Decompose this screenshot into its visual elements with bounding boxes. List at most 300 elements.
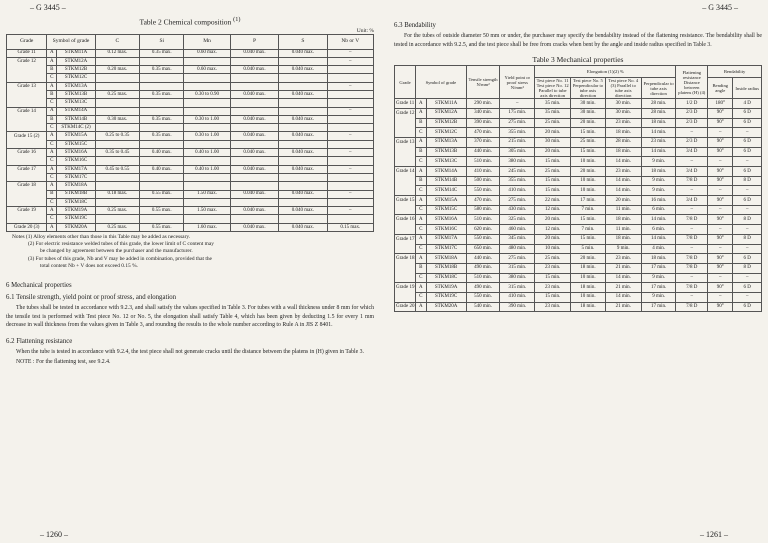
table-cell (230, 157, 278, 165)
table-cell (395, 118, 416, 128)
section-6-2-text: When the tube is tested in accordance with 9.2.4, the test piece shall not generate cracks until the distance between the platens in (H) given in Table 3. (16, 348, 364, 355)
table-cell: 410 min. (500, 186, 535, 196)
table-cell (230, 107, 278, 115)
table-cell: STKM14A (57, 107, 95, 115)
table-cell: 14 min. (641, 215, 676, 225)
left-page-header: – G 3445 – (30, 3, 66, 12)
table2-title-note: (1) (233, 16, 241, 23)
table-row (395, 167, 762, 177)
table-cell (7, 190, 47, 198)
table-cell: 90° (708, 302, 733, 312)
table-row (395, 273, 762, 283)
table-cell (184, 140, 230, 148)
table-cell: 550 min. (466, 292, 500, 302)
table-cell: STKM16A (57, 149, 95, 157)
table-cell: 0.18 max. (95, 190, 139, 198)
table-cell: 21 min. (605, 302, 641, 312)
table-cell (7, 124, 47, 132)
table-cell: 6 D (733, 108, 762, 118)
table-cell: – (327, 190, 373, 198)
table-cell (395, 157, 416, 167)
table-cell: 410 min. (500, 292, 535, 302)
table-cell: STKM17A (426, 234, 466, 244)
table2-header-symbol: Symbol of grade (47, 34, 95, 49)
table-cell: C (416, 244, 427, 254)
table-cell: 0.040 max. (279, 115, 327, 123)
table-cell: – (733, 186, 762, 196)
table-cell (395, 176, 416, 186)
table-cell: A (47, 49, 57, 57)
table-row (395, 225, 762, 235)
table-cell: 20 min. (535, 215, 571, 225)
table-cell (140, 140, 184, 148)
table3-header-symbol: Symbol of grade (416, 66, 467, 99)
table-cell: 460 min. (500, 225, 535, 235)
table-cell: 20 min. (535, 128, 571, 138)
table-cell: B (416, 147, 427, 157)
table-cell: 20 min. (605, 196, 641, 206)
table-cell (7, 140, 47, 148)
table-cell: 380 min. (500, 157, 535, 167)
table-row (7, 207, 374, 215)
table-cell: 470 min. (466, 196, 500, 206)
table-cell: 15 min. (571, 147, 606, 157)
table-cell (279, 124, 327, 132)
table-cell: 12 min. (535, 225, 571, 235)
table-cell: 6 D (733, 254, 762, 264)
section-6-3-text: For the tubes of outside diameter 50 mm or under, the purchaser may specify the bendability instead of the flattening resistance. The bendability shall be tested in accordance with 9.2.5, and the test piece shall be free from cracks when bent by the angle and inside radius specified in Table 3. (394, 33, 762, 48)
table-cell (395, 147, 416, 157)
table-row (7, 124, 374, 132)
table-cell: – (676, 244, 708, 254)
table-cell (140, 74, 184, 82)
table-row (395, 292, 762, 302)
table-cell: 510 min. (466, 215, 500, 225)
table-cell: 0.55 max. (140, 190, 184, 198)
table-cell: 0.35 max. (140, 132, 184, 140)
table-cell: 14 min. (605, 186, 641, 196)
table-cell: A (47, 149, 57, 157)
table-cell: STKM18C (426, 273, 466, 283)
table-cell: C (47, 215, 57, 223)
table-cell: 14 min. (605, 157, 641, 167)
table-row (395, 263, 762, 273)
table2-note-1: Notes (1) Alloy elements other than those in this Table may be added as necessary. (12, 234, 191, 241)
table-cell: STKM20A (426, 302, 466, 312)
table-cell (140, 198, 184, 206)
table-cell: 290 min. (466, 99, 500, 109)
table-cell: 0.35 to 0.45 (95, 149, 139, 157)
table-cell: 7/8 D (676, 176, 708, 186)
table-row (395, 186, 762, 196)
table-cell: 6 D (733, 167, 762, 177)
table-cell: STKM19A (57, 207, 95, 215)
table-row (395, 254, 762, 264)
section-6-2-note: NOTE : For the flattening test, see 9.2.4. (16, 359, 111, 366)
table-cell: STKM11A (57, 49, 95, 57)
table-cell: 7 min. (571, 205, 606, 215)
table-cell: 10 min. (571, 292, 606, 302)
table-cell: STKM19C (57, 215, 95, 223)
table-cell: A (47, 82, 57, 90)
table-cell: 0.040 max. (230, 49, 278, 57)
table-cell: STKM14B (57, 115, 95, 123)
table-cell: 580 min. (466, 205, 500, 215)
section-6-2-title: 6.2 Flattening resistance (6, 337, 73, 345)
table-cell: STKM18C (57, 198, 95, 206)
table-cell: 275 min. (500, 196, 535, 206)
table-cell: 7/8 D (676, 254, 708, 264)
table-cell (230, 140, 278, 148)
table-cell: – (676, 292, 708, 302)
table-cell (95, 124, 139, 132)
table-row (7, 74, 374, 82)
table-cell: C (47, 157, 57, 165)
table-cell: 14 min. (641, 147, 676, 157)
table-cell: 0.040 max. (230, 66, 278, 74)
table-cell: A (416, 167, 427, 177)
table-cell (230, 215, 278, 223)
table-cell (95, 82, 139, 90)
table-cell: – (708, 244, 733, 254)
table-cell: 9 min. (641, 176, 676, 186)
table-cell (95, 140, 139, 148)
table-cell (395, 225, 416, 235)
table-cell (395, 292, 416, 302)
table-cell (327, 173, 373, 181)
table-cell: 315 min. (500, 283, 535, 293)
table-cell: 0.12 max. (95, 49, 139, 57)
table-cell (184, 182, 230, 190)
right-page (394, 16, 762, 312)
table-cell: 25 min. (535, 254, 571, 264)
table-cell (95, 74, 139, 82)
section-6-1-text: The tubes shall be tested in accordance with 9.2.3, and shall satisfy the values specified in Table 3. For tubes with a wall thickness under 8 mm for which the tensile test is performed with Test piece No. 12 or No. 5, the elongation shall satisfy Table 4, which has been given by deducting 1.5 for every 1 mm decrease in wall thickness from the values given in Table 3, and rounding the results to the whole number according to Rule A in JIS Z 8401. (6, 305, 374, 329)
table-cell: 9 min. (641, 273, 676, 283)
table-cell: 550 min. (466, 186, 500, 196)
table-cell (140, 173, 184, 181)
table-cell: STKM18B (57, 190, 95, 198)
table-cell: – (733, 244, 762, 254)
table-cell (230, 124, 278, 132)
table2-unit: Unit: % (356, 27, 374, 34)
table-cell: 0.60 max. (184, 49, 230, 57)
table-cell: 2/3 D (676, 118, 708, 128)
table-cell: 12 min. (535, 205, 571, 215)
table-cell: STKM14B (426, 176, 466, 186)
table-row (395, 244, 762, 254)
table-cell: 0.040 max. (279, 165, 327, 173)
table-cell: 0.040 max. (230, 115, 278, 123)
table-cell: 17 min. (641, 283, 676, 293)
table-cell (230, 173, 278, 181)
table-cell: 275 min. (500, 254, 535, 264)
table-cell: STKM17C (57, 173, 95, 181)
table-cell: 0.040 max. (279, 207, 327, 215)
table-cell: 410 min. (466, 167, 500, 177)
table-cell: 275 min. (500, 118, 535, 128)
table-cell: STKM12B (57, 66, 95, 74)
table-cell: STKM18B (426, 263, 466, 273)
section-6-3-title: 6.3 Bendability (394, 22, 436, 29)
table-cell: Grade 14 (7, 107, 47, 115)
table-cell (184, 157, 230, 165)
table-cell: B (416, 176, 427, 186)
table2-title-text: Table 2 Chemical composition (139, 17, 234, 27)
table-cell (395, 273, 416, 283)
table-cell: 0.55 max. (140, 223, 184, 231)
table-cell: 18 min. (571, 283, 606, 293)
table-cell: A (47, 165, 57, 173)
table-cell: – (327, 132, 373, 140)
table-cell: 9 min. (641, 157, 676, 167)
table-cell: 9 min. (605, 244, 641, 254)
table-cell: 0.40 max. (140, 149, 184, 157)
table-cell: 0.45 to 0.55 (95, 165, 139, 173)
table-row (7, 198, 374, 206)
table-cell: 90° (708, 283, 733, 293)
table-cell: 18 min. (641, 254, 676, 264)
table-cell: 0.40 to 1.00 (184, 149, 230, 157)
table-cell: STKM15C (57, 140, 95, 148)
table3-header-tensile: Tensile strength N/mm² (466, 66, 500, 99)
table-cell (140, 107, 184, 115)
table-cell: Grade 12 (395, 108, 416, 118)
table-cell: STKM12C (57, 74, 95, 82)
table3-header-radius: Inside radius (733, 78, 762, 99)
table-cell: 0.40 to 1.00 (184, 165, 230, 173)
table-cell: 10 min. (535, 244, 571, 254)
table-cell: B (47, 115, 57, 123)
table-cell: – (327, 49, 373, 57)
table-cell: STKM12C (426, 128, 466, 138)
table-cell (395, 205, 416, 215)
table-cell (327, 140, 373, 148)
table-cell: 10 min. (571, 157, 606, 167)
table-cell: 23 min. (605, 118, 641, 128)
table-cell: A (416, 99, 427, 109)
table-cell: STKM14C (426, 186, 466, 196)
table-cell: STKM11A (426, 99, 466, 109)
table3-header-e4: Perpendicular to tube axis direction (641, 78, 676, 99)
table3-header-bendability: Bendability (708, 66, 762, 78)
table-cell: 23 min. (605, 167, 641, 177)
table-cell: 390 min. (500, 302, 535, 312)
table-cell: 0.25 max. (95, 223, 139, 231)
table-cell: Grade 18 (7, 182, 47, 190)
table-cell: Grade 11 (395, 99, 416, 109)
table-cell: 490 min. (466, 283, 500, 293)
table2-header-nbv: Nb or V (327, 34, 373, 49)
table-row (395, 176, 762, 186)
table-cell: 15 min. (535, 176, 571, 186)
table-cell (230, 82, 278, 90)
table-cell (184, 215, 230, 223)
table-cell: 90° (708, 215, 733, 225)
table-cell: STKM20A (57, 223, 95, 231)
table-cell: STKM16C (426, 225, 466, 235)
table-cell: 90° (708, 137, 733, 147)
table2-body (7, 49, 374, 232)
table2-note-3: (3) For tubes of this grade, Nb and V may be added in combination, provided that the (28, 255, 212, 262)
table-cell: – (327, 149, 373, 157)
table-cell: 0.040 max. (279, 149, 327, 157)
table-cell (327, 90, 373, 98)
table2-header-grade: Grade (7, 34, 47, 49)
table-cell: 315 min. (500, 263, 535, 273)
table-row (7, 223, 374, 231)
table-cell (279, 57, 327, 65)
table-cell: 28 min. (641, 108, 676, 118)
table3-mechanical-properties (394, 65, 762, 312)
table-cell: 0.60 max. (184, 66, 230, 74)
table-cell: 6 D (733, 147, 762, 157)
table-cell: STKM19C (426, 292, 466, 302)
table-cell: 18 min. (641, 167, 676, 177)
table-cell: – (327, 107, 373, 115)
table-cell (395, 263, 416, 273)
table-cell: 325 min. (500, 215, 535, 225)
table-cell: Grade 15 (395, 196, 416, 206)
table-cell: 0.040 max. (279, 90, 327, 98)
table3-header-elongation: Elongation (1)(2) % (535, 66, 676, 78)
table-cell: C (47, 74, 57, 82)
table-cell: Grade 16 (7, 149, 47, 157)
table-row (7, 190, 374, 198)
table-cell: A (47, 132, 57, 140)
table-cell: 15 min. (535, 186, 571, 196)
table-cell: 25 min. (535, 167, 571, 177)
table-cell (184, 99, 230, 107)
table-cell: – (676, 225, 708, 235)
table-cell: A (416, 108, 427, 118)
table2-notes (12, 234, 374, 270)
table-cell (140, 182, 184, 190)
table-cell: A (416, 283, 427, 293)
table-cell: STKM15C (426, 205, 466, 215)
table-cell: 6 D (733, 196, 762, 206)
table-cell (7, 90, 47, 98)
table-cell: Grade 11 (7, 49, 47, 57)
table-cell: 17 min. (641, 302, 676, 312)
table-cell: A (416, 302, 427, 312)
table-cell (327, 124, 373, 132)
table-cell: 0.040 max. (279, 66, 327, 74)
table2-note-3-cont: total content Nb + V does not exceed 0.15 %. (40, 262, 138, 269)
right-page-number: – 1261 – (700, 530, 728, 539)
table-cell: – (327, 165, 373, 173)
table-cell: 7/8 D (676, 283, 708, 293)
table-cell: 2/3 D (676, 108, 708, 118)
table-cell: A (47, 57, 57, 65)
table-cell: 0.25 to 0.35 (95, 132, 139, 140)
table-cell (279, 215, 327, 223)
table-cell: 28 min. (641, 99, 676, 109)
table-cell: Grade 17 (395, 234, 416, 244)
table-cell: C (47, 99, 57, 107)
table-cell: – (708, 157, 733, 167)
table-cell: 90° (708, 263, 733, 273)
table-cell: C (416, 292, 427, 302)
table-row (7, 90, 374, 98)
table2-chemical-composition (6, 34, 374, 233)
table-cell: 215 min. (500, 137, 535, 147)
table-cell: 20 min. (535, 147, 571, 157)
table2-note-2-cont: be changed by agreement between the purchaser and the manufacturer. (40, 248, 193, 255)
table-cell: – (733, 292, 762, 302)
table-cell: 15 min. (571, 128, 606, 138)
table-row (7, 82, 374, 90)
table-cell: 10 min. (571, 176, 606, 186)
table-cell: 0.35 max. (140, 49, 184, 57)
table-cell: 620 min. (466, 225, 500, 235)
table-cell: – (676, 205, 708, 215)
table-cell: 9 min. (641, 292, 676, 302)
table-cell (279, 140, 327, 148)
table-cell: 7/8 D (676, 215, 708, 225)
table-cell: 11 min. (605, 225, 641, 235)
table-cell: 480 min. (500, 244, 535, 254)
table-cell: 8 D (733, 263, 762, 273)
table-cell: – (708, 225, 733, 235)
table-cell: 510 min. (466, 157, 500, 167)
table-cell: 18 min. (605, 234, 641, 244)
table-cell (95, 107, 139, 115)
table-cell: 390 min. (466, 118, 500, 128)
table-cell: A (47, 182, 57, 190)
table-cell: STKM14A (426, 167, 466, 177)
table-cell: A (416, 234, 427, 244)
table-cell: 650 min. (466, 244, 500, 254)
table-cell: 7/8 D (676, 234, 708, 244)
table-cell: 6 D (733, 137, 762, 147)
table-cell: 0.40 max. (140, 165, 184, 173)
table-cell: 540 min. (466, 302, 500, 312)
table-row (395, 205, 762, 215)
table2-header-s: S (279, 34, 327, 49)
table-cell: 28 min. (605, 137, 641, 147)
table-cell: – (708, 186, 733, 196)
table2-note-2: (2) For electric resistance welded tubes of this grade, the lower limit of C content may (28, 241, 214, 248)
table-cell: C (47, 198, 57, 206)
table-cell: 20 min. (571, 167, 606, 177)
table-cell: STKM13A (57, 82, 95, 90)
table-cell: 18 min. (605, 128, 641, 138)
table-row (395, 99, 762, 109)
table-cell: – (676, 273, 708, 283)
table-cell (184, 173, 230, 181)
table-row (7, 57, 374, 65)
table-row (7, 132, 374, 140)
table-cell: 0.040 max. (230, 223, 278, 231)
table-cell: A (47, 107, 57, 115)
table-cell: STKM13C (57, 99, 95, 107)
table-cell: 3/4 D (676, 167, 708, 177)
table-cell: – (708, 205, 733, 215)
table-cell: 21 min. (605, 263, 641, 273)
table-cell (95, 99, 139, 107)
table-row (7, 49, 374, 57)
table-cell: 550 min. (466, 234, 500, 244)
table-cell (327, 66, 373, 74)
table-cell (327, 215, 373, 223)
table-cell (7, 198, 47, 206)
table-cell: 175 min. (500, 108, 535, 118)
table3-header-e1: Test piece No. 11 Test piece No. 12 Parallel to tube axis direction (536, 78, 569, 99)
table-cell: Grade 12 (7, 57, 47, 65)
table-cell: 14 min. (605, 292, 641, 302)
table-cell: 0.20 max. (95, 66, 139, 74)
